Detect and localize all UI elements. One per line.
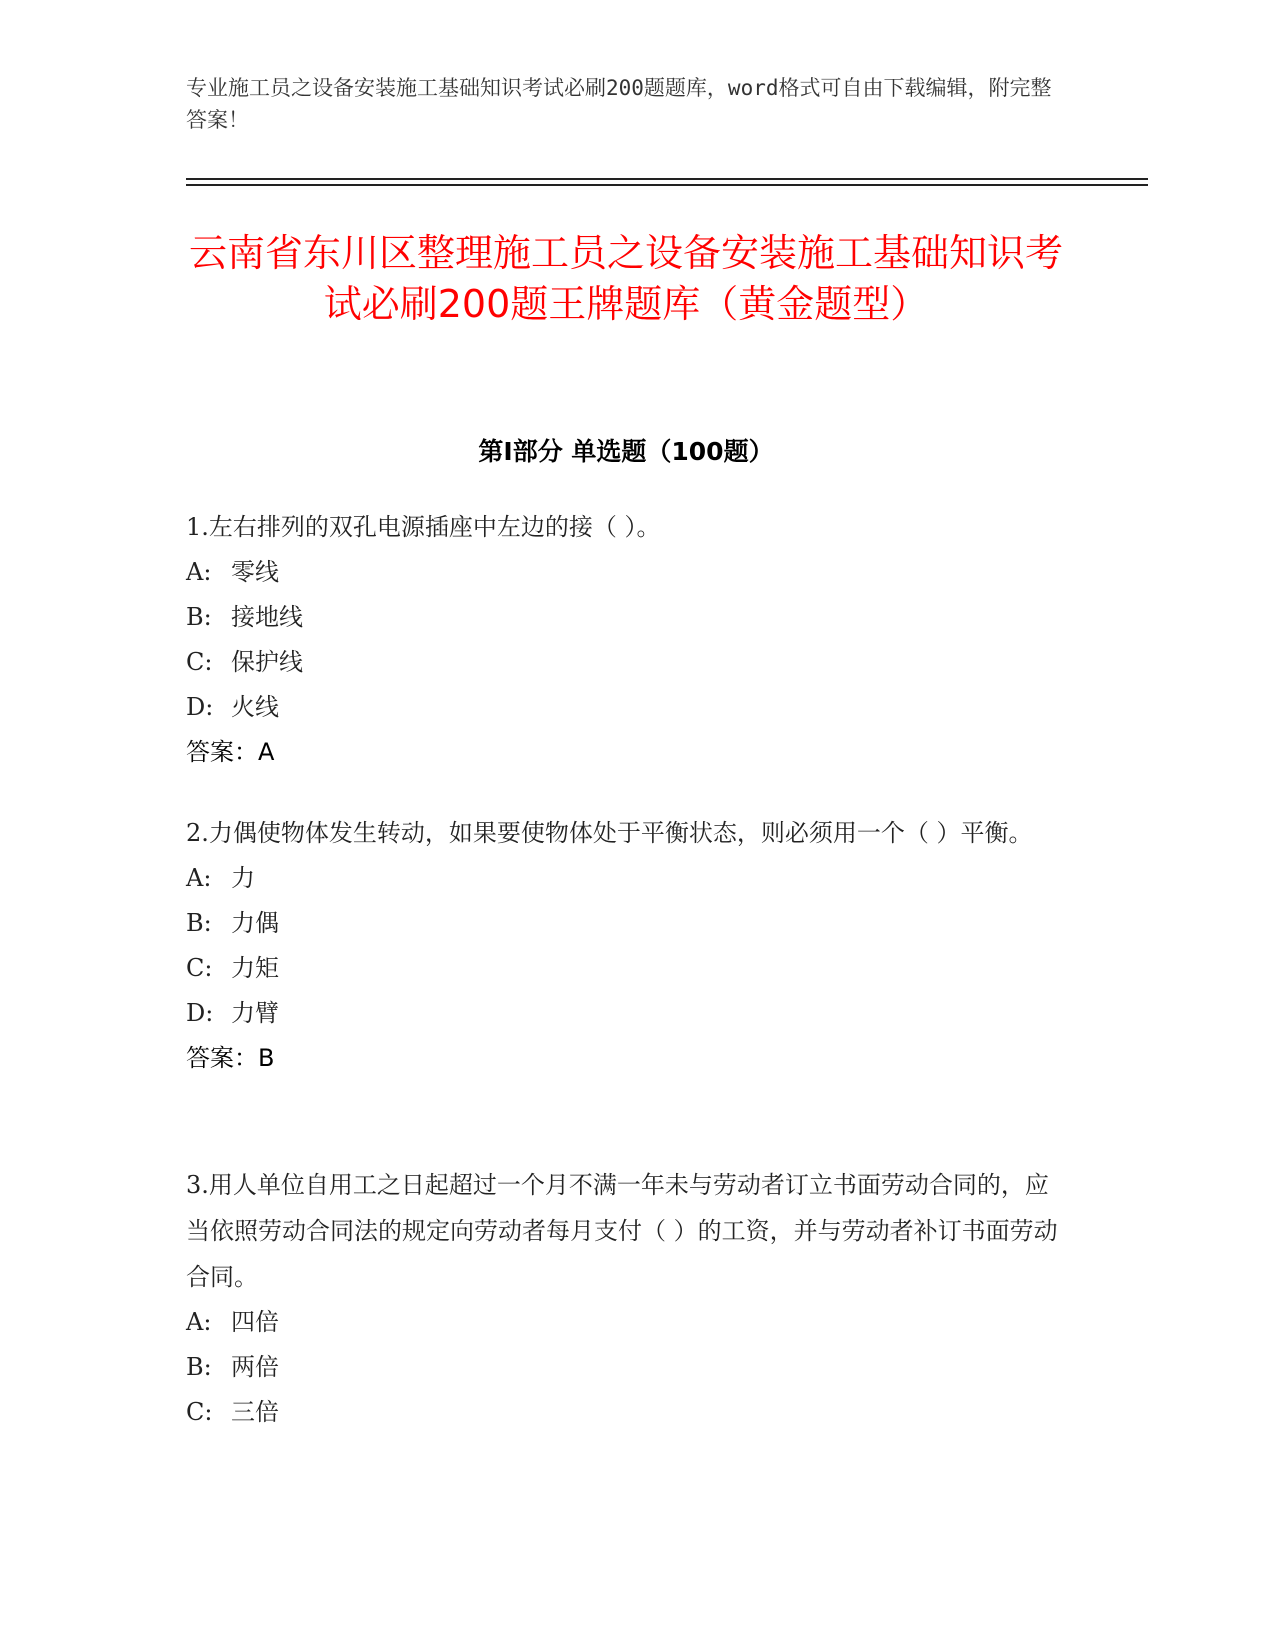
- question-stem: 2.力偶使物体发生转动，如果要使物体处于平衡状态，则必须用一个（ ）平衡。: [186, 819, 1033, 847]
- option-text: 力臂: [231, 999, 279, 1027]
- option-letter: A:: [186, 864, 212, 892]
- section-title: 第Ⅰ部分 单选题（100题）: [478, 437, 774, 466]
- option-a: [186, 856, 1066, 901]
- option-letter: B:: [186, 909, 212, 937]
- option-c: [186, 1390, 1066, 1435]
- option-b: [186, 595, 1066, 640]
- option-letter: C:: [186, 1398, 213, 1426]
- option-c: [186, 946, 1066, 991]
- header-divider-top: [186, 178, 1148, 180]
- option-letter: A:: [186, 1308, 212, 1336]
- question-stem: 3.用人单位自用工之日起超过一个月不满一年未与劳动者订立书面劳动合同的，应当依照劳动合同法的规定向劳动者每月支付（ ）的工资，并与劳动者补订书面劳动合同。: [186, 1171, 1058, 1291]
- option-b: [186, 1345, 1066, 1390]
- option-a: [186, 550, 1066, 595]
- option-letter: D:: [186, 999, 214, 1027]
- document-title: 云南省东川区整理施工员之设备安装施工基础知识考试必刷200题王牌题库（黄金题型）: [188, 231, 1063, 326]
- question-1: [186, 504, 1066, 775]
- answer: 答案：B: [186, 1044, 275, 1072]
- option-text: 两倍: [231, 1353, 279, 1381]
- option-text: 三倍: [231, 1398, 279, 1426]
- question-2: [186, 810, 1066, 1081]
- option-text: 力偶: [231, 909, 279, 937]
- question-stem: 1.左右排列的双孔电源插座中左边的接（ ）。: [186, 513, 661, 541]
- option-letter: C:: [186, 954, 213, 982]
- option-text: 四倍: [231, 1308, 279, 1336]
- question-3: [186, 1162, 1066, 1435]
- answer: 答案：A: [186, 738, 275, 766]
- option-letter: A:: [186, 558, 212, 586]
- option-text: 保护线: [231, 648, 303, 676]
- header-divider-bottom: [186, 184, 1148, 186]
- option-text: 力: [231, 864, 255, 892]
- header-note: 专业施工员之设备安装施工基础知识考试必刷200题题库，word格式可自由下载编辑，附完整答案！: [186, 76, 1052, 132]
- option-text: 火线: [231, 693, 279, 721]
- option-text: 力矩: [231, 954, 279, 982]
- option-d: [186, 685, 1066, 730]
- option-letter: C:: [186, 648, 213, 676]
- option-text: 接地线: [231, 603, 303, 631]
- option-a: [186, 1300, 1066, 1345]
- option-b: [186, 901, 1066, 946]
- option-letter: D:: [186, 693, 214, 721]
- option-letter: B:: [186, 603, 212, 631]
- option-text: 零线: [231, 558, 279, 586]
- option-c: [186, 640, 1066, 685]
- option-d: [186, 991, 1066, 1036]
- option-letter: B:: [186, 1353, 212, 1381]
